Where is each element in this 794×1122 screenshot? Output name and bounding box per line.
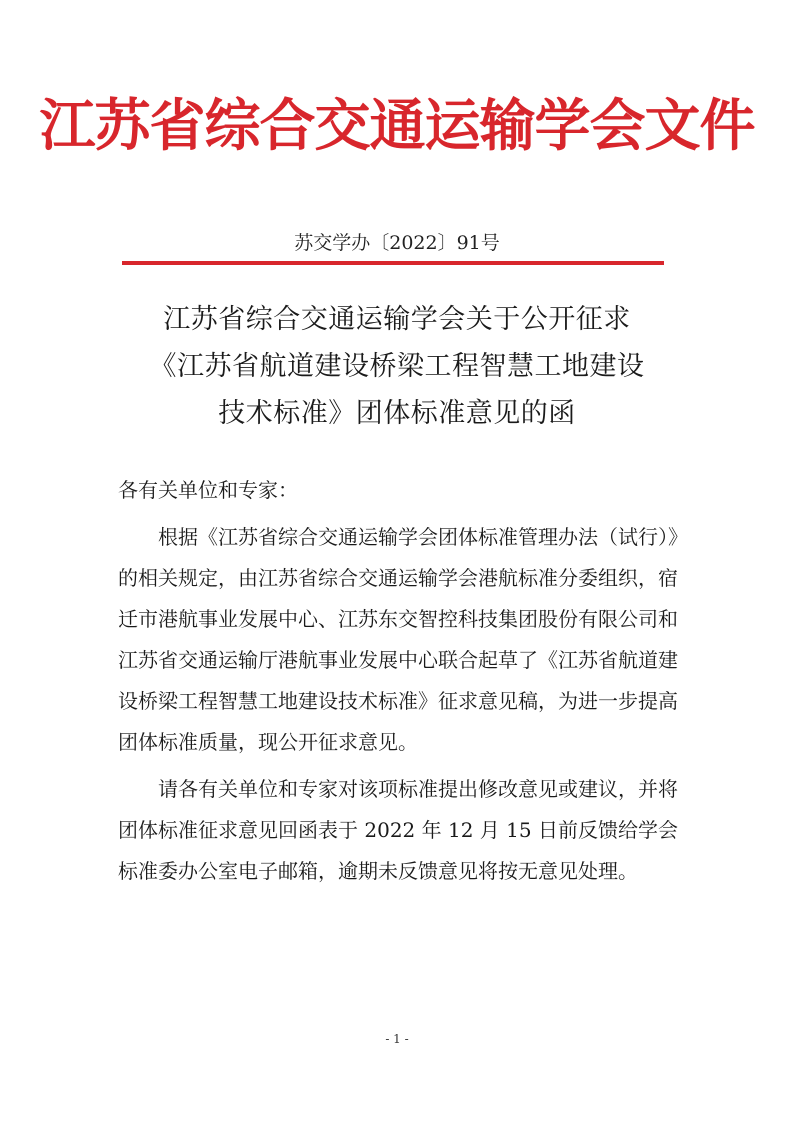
subject-line: 《江苏省航道建设桥梁工程智慧工地建设 <box>149 351 645 382</box>
subject-line: 江苏省综合交通运输学会关于公开征求 <box>163 304 631 335</box>
document-body <box>118 470 678 898</box>
document-number: 苏交学办〔2022〕91号 <box>294 232 500 254</box>
body-paragraph: 请各有关单位和专家对该项标准提出修改意见或建议，并将团体标准征求意见回函表于 2022 年 12 月 15 日前反馈给学会标准委办公室电子邮箱，逾期未反馈意见将按无意见处理。 <box>118 777 678 883</box>
salutation: 各有关单位和专家： <box>118 478 298 502</box>
body-paragraph: 根据《江苏省综合交通运输学会团体标准管理办法（试行）》的相关规定，由江苏省综合交通运输学会港航标准分委组织，宿迁市港航事业发展中心、江苏东交智控科技集团股份有限公司和江苏省交通运输厅港航事业发展中心联合起草了《江苏省航道建设桥梁工程智慧工地建设技术标准》征求意见稿，为进一步提高团体标准质量，现公开征求意见。 <box>118 525 678 754</box>
document-header-title: 江苏省综合交通运输学会文件 <box>39 93 755 159</box>
subject-line: 技术标准》团体标准意见的函 <box>218 398 576 429</box>
document-subject <box>100 296 694 437</box>
red-separator-line <box>122 261 664 265</box>
page-number: - 1 - <box>385 1032 409 1046</box>
